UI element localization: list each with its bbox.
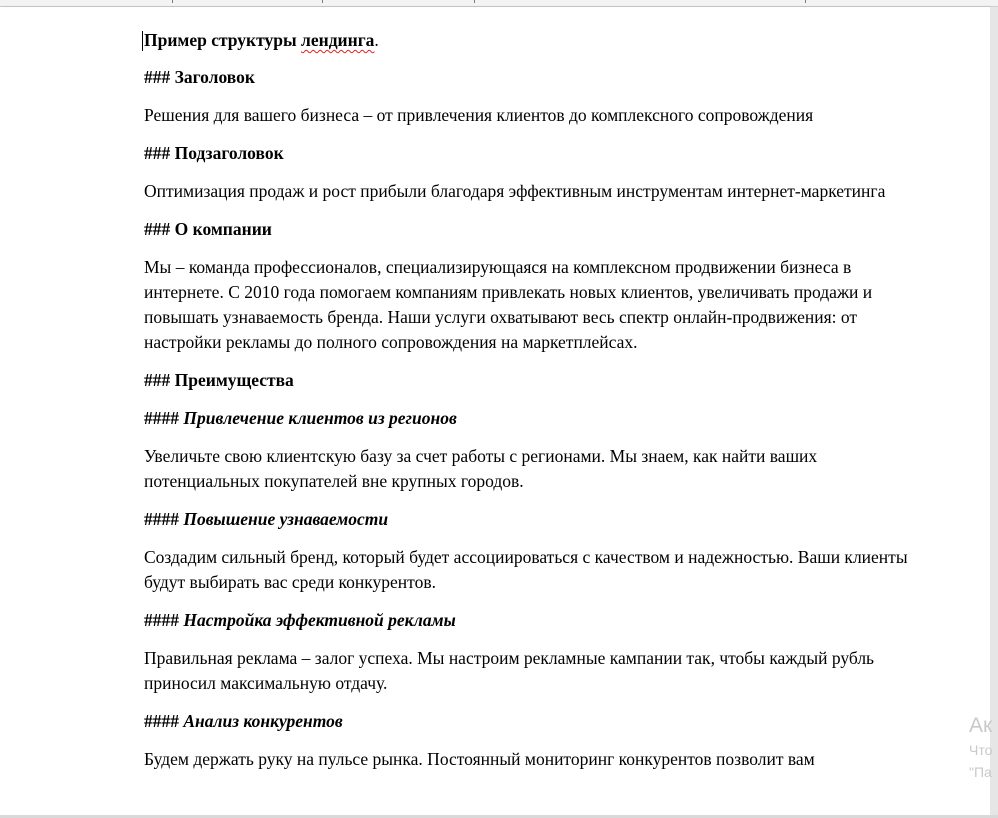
ruler-tick	[474, 0, 475, 3]
document-page[interactable]	[0, 7, 990, 815]
heading-text: Подзаголовок	[174, 143, 284, 163]
heading-text: Привлечение клиентов из регионов	[183, 408, 457, 428]
section-heading	[144, 65, 924, 90]
subsection-heading	[144, 507, 924, 532]
heading-marker: ###	[144, 370, 175, 390]
heading-marker: ###	[144, 143, 175, 163]
subsection-heading	[144, 608, 924, 633]
body-paragraph: Мы – команда профессионалов, специализирующаяся на комплексном продвижении бизнеса в интернете. С 2010 года помогаем компаниям привлекать новых клиентов, увеличивать продажи и повышать узнаваемость бренда. Наши услуги охватывают весь спектр онлайн-продвижения: от настройки рекламы до полного сопровождения на маркетплейсах.	[144, 257, 873, 352]
heading-text: Заголовок	[174, 67, 255, 87]
subsection-heading	[144, 406, 924, 431]
heading-text: О компании	[174, 219, 272, 239]
heading-marker: ####	[144, 509, 184, 529]
heading-marker: ####	[144, 610, 184, 630]
subsection-heading	[144, 709, 924, 734]
document-title: Пример структуры лендинга.	[144, 30, 379, 50]
body-paragraph: Увеличьте свою клиентскую базу за счет работы с регионами. Мы знаем, как найти ваших потенциальных покупателей вне крупных городов.	[144, 446, 818, 491]
section-heading	[144, 368, 924, 393]
heading-marker: ###	[144, 67, 175, 87]
body-paragraph: Оптимизация продаж и рост прибыли благодаря эффективным инструментам интернет-маркетинга	[144, 181, 886, 201]
heading-text: Анализ конкурентов	[183, 711, 343, 731]
section-heading	[144, 217, 924, 242]
heading-text: Повышение узнаваемости	[183, 509, 389, 529]
body-paragraph: Создадим сильный бренд, который будет ассоциироваться с качеством и надежностью. Ваши клиенты будут выбирать вас среди конкурентов.	[144, 547, 908, 592]
activation-title: Ак	[969, 714, 993, 737]
ruler-tick	[172, 0, 173, 3]
workspace-margin	[990, 7, 998, 818]
heading-text: Преимущества	[174, 370, 294, 390]
document-blocks	[144, 65, 924, 772]
section-heading	[144, 141, 924, 166]
heading-text: Настройка эффективной рекламы	[183, 610, 456, 630]
text-caret	[142, 31, 143, 51]
ruler-tick	[805, 0, 806, 3]
activation-line: Что	[969, 742, 993, 758]
ruler-tick	[322, 0, 323, 3]
heading-marker: ####	[144, 408, 184, 428]
document-body[interactable]	[144, 28, 924, 785]
heading-marker: ###	[144, 219, 175, 239]
ruler	[0, 0, 998, 7]
misspelled-word[interactable]: лендинга	[301, 30, 375, 50]
body-paragraph: Будем держать руку на пульсе рынка. Постоянный мониторинг конкурентов позволит вам	[144, 749, 815, 769]
activation-line: "Па	[969, 764, 992, 780]
body-paragraph: Решения для вашего бизнеса – от привлечения клиентов до комплексного сопровождения	[144, 105, 814, 125]
body-paragraph: Правильная реклама – залог успеха. Мы настроим рекламные кампании так, чтобы каждый рубль приносил максимальную отдачу.	[144, 648, 875, 693]
heading-marker: ####	[144, 711, 184, 731]
windows-activation-watermark	[969, 713, 998, 783]
